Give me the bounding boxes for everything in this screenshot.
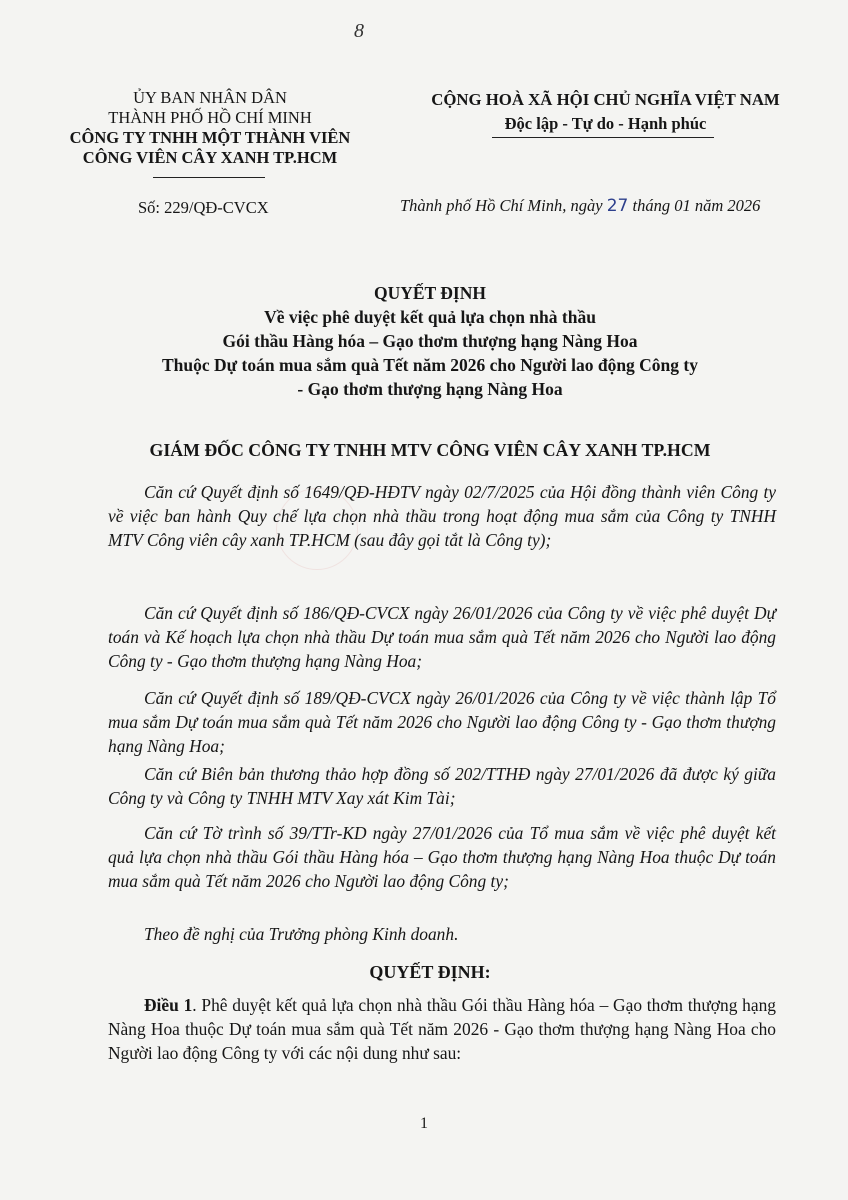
title-line-3: Gói thầu Hàng hóa – Gạo thơm thượng hạng Nàng Hoa (222, 331, 638, 351)
basis-paragraph-3: Căn cứ Quyết định số 189/QĐ-CVCX ngày 26/01/2026 của Công ty về việc thành lập Tổ mua sắm Dự toán mua sắm quà Tết năm 2026 cho Người lao động Công ty - Gạo thơm thượng hạng Nàng Hoa; (108, 688, 776, 756)
article-1 (108, 993, 776, 1065)
page-number: 1 (420, 1115, 428, 1132)
basis-paragraph-6: Theo đề nghị của Trưởng phòng Kinh doanh. (144, 924, 459, 944)
date-line (400, 196, 760, 216)
article-1-text: . Phê duyệt kết quả lựa chọn nhà thầu Gói thầu Hàng hóa – Gạo thơm thượng hạng Nàng Hoa thuộc Dự toán mua sắm quà Tết năm 2026 - Gạo thơm thượng hạng Nàng Hoa cho Người lao động Công ty với các nội dung như sau: (108, 995, 776, 1063)
date-suffix: tháng 01 năm 2026 (628, 196, 761, 215)
handwritten-page-mark: 8 (354, 20, 364, 42)
date-day-handwritten: 27 (606, 196, 629, 216)
issuer-underline (153, 177, 265, 178)
document-title (60, 281, 800, 401)
national-title: CỘNG HOÀ XÃ HỘI CHỦ NGHĨA VIỆT NAM (431, 90, 780, 109)
issuer-line-4: CÔNG VIÊN CÂY XANH TP.HCM (82, 148, 338, 167)
national-motto: Độc lập - Tự do - Hạnh phúc (504, 114, 707, 133)
issuer-header (50, 88, 370, 168)
title-line-1: QUYẾT ĐỊNH (374, 283, 486, 303)
title-line-5: - Gạo thơm thượng hạng Nàng Hoa (297, 379, 563, 399)
national-header (388, 88, 823, 136)
title-line-4: Thuộc Dự toán mua sắm quà Tết năm 2026 cho Người lao động Công ty (162, 355, 698, 375)
basis-paragraph-4: Căn cứ Biên bản thương thảo hợp đồng số 202/TTHĐ ngày 27/01/2026 đã được ký giữa Công ty và Công ty TNHH MTV Xay xát Kim Tài; (108, 764, 776, 808)
issuer-line-2: THÀNH PHỐ HỒ CHÍ MINH (108, 108, 312, 127)
basis-paragraph-5: Căn cứ Tờ trình số 39/TTr-KD ngày 27/01/2026 của Tổ mua sắm về việc phê duyệt kết quả lựa chọn nhà thầu Gói thầu Hàng hóa – Gạo thơm thượng hạng Nàng Hoa thuộc Dự toán mua sắm quà Tết năm 2026 cho Người lao động Công ty; (108, 823, 776, 891)
motto-underline (492, 137, 714, 138)
title-line-2: Về việc phê duyệt kết quả lựa chọn nhà thầu (264, 307, 596, 327)
decision-heading: QUYẾT ĐỊNH: (369, 962, 491, 982)
date-prefix: Thành phố Hồ Chí Minh, ngày (400, 196, 607, 215)
issuer-line-3: CÔNG TY TNHH MỘT THÀNH VIÊN (69, 128, 351, 147)
issuer-line-1: ỦY BAN NHÂN DÂN (133, 88, 287, 107)
article-1-label: Điều 1 (144, 995, 193, 1015)
document-number: Số: 229/QĐ-CVCX (138, 198, 269, 217)
basis-paragraph-2: Căn cứ Quyết định số 186/QĐ-CVCX ngày 26/01/2026 của Công ty về việc phê duyệt Dự toán và Kế hoạch lựa chọn nhà thầu Dự toán mua sắm quà Tết năm 2026 cho Người lao động Công ty - Gạo thơm thượng hạng Nàng Hoa; (108, 603, 776, 671)
basis-paragraph-1: Căn cứ Quyết định số 1649/QĐ-HĐTV ngày 02/7/2025 của Hội đồng thành viên Công ty về việc ban hành Quy chế lựa chọn nhà thầu trong hoạt động mua sắm của Công ty TNHH MTV Công viên cây xanh TP.HCM (sau đây gọi tắt là Công ty); (108, 482, 776, 550)
director-heading: GIÁM ĐỐC CÔNG TY TNHH MTV CÔNG VIÊN CÂY XANH TP.HCM (149, 440, 711, 460)
